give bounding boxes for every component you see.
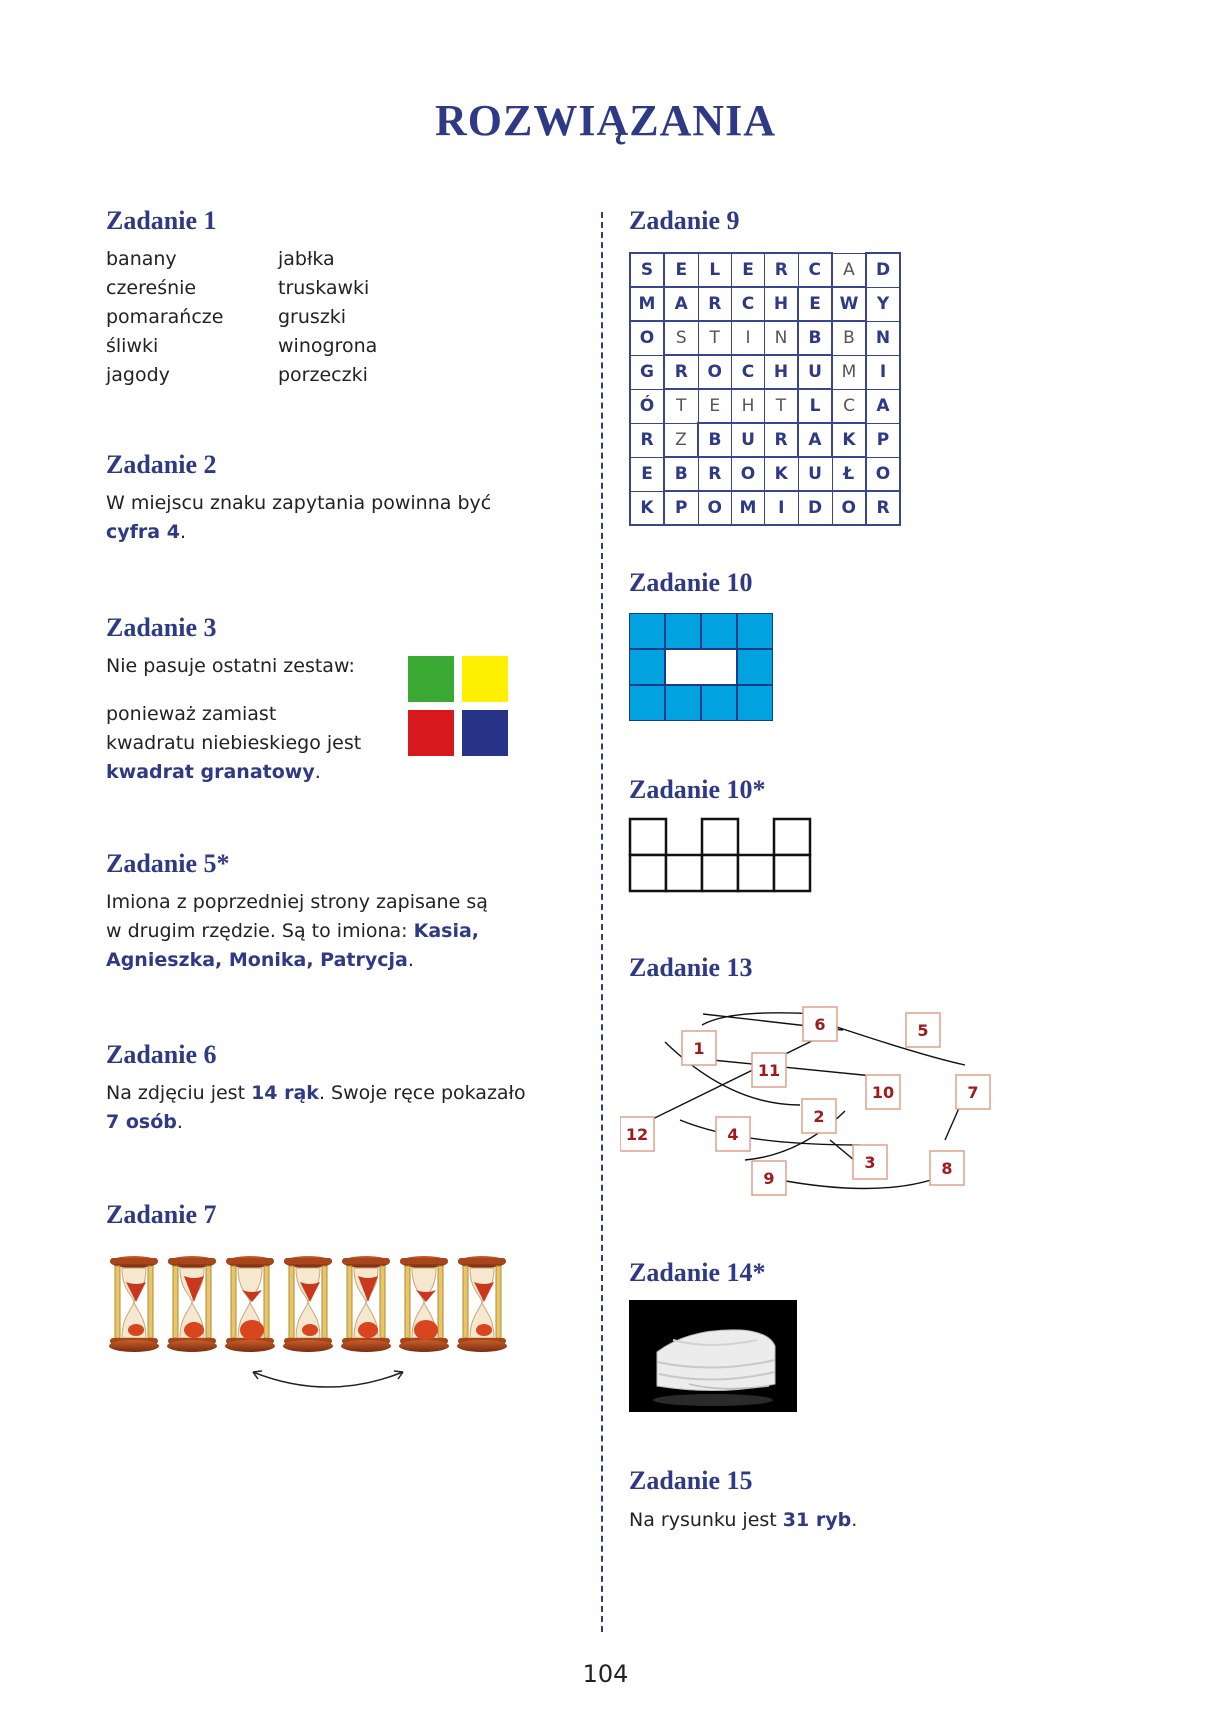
heading-zadanie-15: Zadanie 15: [629, 1466, 753, 1495]
number-label: 9: [763, 1169, 775, 1188]
grid-cell: H: [765, 287, 799, 321]
heading-zadanie-7: Zadanie 7: [106, 1200, 217, 1229]
color-squares: [408, 656, 512, 760]
grid-cell: G: [630, 355, 664, 389]
zadanie-3-text: ponieważ zamiast kwadratu niebieskiego jest kwadrat granatowy.: [106, 703, 362, 783]
grid-cell: Ó: [630, 389, 664, 423]
column-divider: [601, 212, 603, 1632]
yellow-square: [462, 656, 508, 702]
grid-cell: R: [698, 287, 732, 321]
word-search-grid: [629, 252, 901, 526]
grid-cell: R: [765, 253, 799, 287]
grid-cell: T: [698, 321, 732, 355]
castle-figure: [628, 817, 813, 894]
number-node: [620, 1117, 654, 1151]
heading-zadanie-6: Zadanie 6: [106, 1040, 217, 1069]
grid-cell: S: [664, 321, 698, 355]
grid-cell: E: [698, 389, 732, 423]
grid-cell: L: [698, 253, 732, 287]
grid-cell: O: [630, 321, 664, 355]
hourglass-sand-pile: [184, 1322, 204, 1338]
grid-cell: B: [798, 321, 832, 355]
grid-cell: U: [732, 423, 765, 457]
grid-cell: R: [866, 491, 900, 525]
blue-frame-figure: [629, 613, 773, 721]
grid-cell: A: [664, 287, 698, 321]
fruit-list-col2: [278, 245, 377, 390]
zadanie-5-text: Imiona z poprzedniej strony zapisane są w drugim rzędzie. Są to imiona: Kasia, Agnieszka, Monika, Patrycja.: [106, 891, 488, 971]
number-node: [682, 1031, 716, 1065]
grid-cell: Ł: [832, 457, 866, 491]
grid-cell: O: [832, 491, 866, 525]
grid-cell: H: [732, 389, 765, 423]
heading-zadanie-10-star: Zadanie 10*: [629, 775, 766, 804]
grid-cell: O: [866, 457, 900, 491]
blue-tile: [665, 685, 701, 721]
grid-cell: N: [765, 321, 799, 355]
grid-cell: A: [866, 389, 900, 423]
grid-cell: I: [732, 321, 765, 355]
hourglass-sand-pile: [302, 1324, 318, 1336]
grid-cell: O: [698, 355, 732, 389]
grid-cell: S: [630, 253, 664, 287]
grid-cell: O: [698, 491, 732, 525]
grid-cell: E: [732, 253, 765, 287]
grid-cell: M: [732, 491, 765, 525]
blue-tile: [629, 649, 665, 685]
grid-cell: C: [732, 287, 765, 321]
number-node: [906, 1013, 940, 1047]
hourglass-icon: [457, 1256, 507, 1352]
grid-cell: C: [798, 253, 832, 287]
zadanie-5-names: Agnieszka, Monika, Patrycja: [106, 949, 408, 971]
number-label: 12: [625, 1125, 649, 1144]
heading-zadanie-2: Zadanie 2: [106, 450, 217, 479]
fruit-item: pomarańcze: [106, 306, 224, 328]
grid-cell: A: [798, 423, 832, 457]
fruit-item: śliwki: [106, 335, 159, 357]
hourglass-icon: [109, 1256, 159, 1352]
hourglass-sand-pile: [240, 1320, 264, 1340]
fruit-item: banany: [106, 248, 177, 270]
grid-cell: R: [765, 423, 799, 457]
navy-square: [462, 710, 508, 756]
grid-cell: M: [630, 287, 664, 321]
grid-cell: E: [664, 253, 698, 287]
grid-cell: O: [732, 457, 765, 491]
page-number: 104: [582, 1660, 629, 1688]
zadanie-3-answer: kwadrat granatowy: [106, 761, 315, 783]
grid-cell: K: [832, 423, 866, 457]
folded-quilt-photo: [629, 1300, 797, 1412]
hourglass-sand-pile: [476, 1324, 492, 1336]
grid-cell: K: [630, 491, 664, 525]
blue-tile: [629, 613, 665, 649]
grid-cell: C: [732, 355, 765, 389]
blue-tile: [665, 613, 701, 649]
grid-cell: Y: [866, 287, 900, 321]
blue-tile: [629, 685, 665, 721]
number-node: [930, 1151, 964, 1185]
number-node: [716, 1117, 750, 1151]
heading-zadanie-5: Zadanie 5*: [106, 849, 230, 878]
blue-tile: [737, 685, 773, 721]
grid-cell: B: [832, 321, 866, 355]
heading-zadanie-10: Zadanie 10: [629, 568, 753, 597]
number-node: [803, 1007, 837, 1041]
hourglass-sand-pile: [128, 1324, 144, 1336]
number-node: [752, 1161, 786, 1195]
number-node: [752, 1053, 786, 1087]
frame-hole: [665, 649, 737, 685]
zadanie-2-line: W miejscu znaku zapytania powinna być: [106, 492, 492, 514]
grid-cell: T: [664, 389, 698, 423]
blue-tile: [701, 613, 737, 649]
grid-cell: H: [765, 355, 799, 389]
heading-zadanie-9: Zadanie 9: [629, 206, 740, 235]
grid-cell: D: [798, 491, 832, 525]
grid-cell: P: [866, 423, 900, 457]
grid-cell: D: [866, 253, 900, 287]
zadanie-15-answer: 31 ryb: [782, 1509, 852, 1531]
grid-cell: B: [698, 423, 732, 457]
number-label: 3: [864, 1153, 876, 1172]
grid-cell: M: [832, 355, 866, 389]
number-label: 10: [871, 1083, 895, 1102]
heading-zadanie-14: Zadanie 14*: [629, 1258, 766, 1287]
fruit-list-col1: [106, 245, 223, 390]
number-label: 4: [727, 1125, 739, 1144]
fruit-item: porzeczki: [278, 364, 368, 386]
grid-cell: R: [698, 457, 732, 491]
grid-cell: C: [832, 389, 866, 423]
fruit-item: truskawki: [278, 277, 370, 299]
grid-cell: P: [664, 491, 698, 525]
blue-tile: [737, 613, 773, 649]
grid-cell: N: [866, 321, 900, 355]
heading-zadanie-1: Zadanie 1: [106, 206, 217, 235]
grid-cell: E: [798, 287, 832, 321]
number-label: 2: [813, 1107, 825, 1126]
hourglass-icon: [283, 1256, 333, 1352]
number-label: 11: [757, 1061, 781, 1080]
zadanie-3-intro: Nie pasuje ostatni zestaw:: [106, 655, 355, 677]
number-node: [956, 1075, 990, 1109]
number-label: 8: [941, 1159, 953, 1178]
hourglasses: [108, 1252, 528, 1392]
zadanie-2-text: W miejscu znaku zapytania powinna być cyfra 4.: [106, 489, 491, 547]
grid-cell: E: [630, 457, 664, 491]
grid-cell: R: [630, 423, 664, 457]
fruit-item: jabłka: [278, 248, 335, 270]
green-square: [408, 656, 454, 702]
fruit-item: winogrona: [278, 335, 378, 357]
number-label: 6: [814, 1015, 826, 1034]
number-label: 5: [917, 1021, 929, 1040]
number-node: [802, 1099, 836, 1133]
page-title: ROZWIĄZANIA: [434, 96, 777, 145]
heading-zadanie-3: Zadanie 3: [106, 613, 217, 642]
grid-cell: I: [866, 355, 900, 389]
fruit-item: czereśnie: [106, 277, 197, 299]
grid-cell: T: [765, 389, 799, 423]
grid-cell: A: [832, 253, 866, 287]
heading-zadanie-13: Zadanie 13: [629, 953, 753, 982]
hourglass-sand-pile: [358, 1322, 378, 1338]
zadanie-15-text: Na rysunku jest 31 ryb.: [629, 1509, 858, 1531]
zadanie-2-answer: cyfra 4: [106, 521, 180, 543]
blue-tile: [701, 685, 737, 721]
hourglass-sand-pile: [414, 1320, 438, 1340]
red-square: [408, 710, 454, 756]
fruit-item: gruszki: [278, 306, 347, 328]
connect-numbers-diagram: [620, 995, 1020, 1215]
grid-cell: I: [765, 491, 799, 525]
grid-cell: Z: [664, 423, 698, 457]
grid-cell: U: [798, 355, 832, 389]
blue-tile: [737, 649, 773, 685]
grid-cell: U: [798, 457, 832, 491]
grid-cell: K: [765, 457, 799, 491]
fruit-item: jagody: [106, 364, 170, 386]
number-label: 7: [967, 1083, 979, 1102]
grid-cell: B: [664, 457, 698, 491]
zadanie-6-text: Na zdjęciu jest 14 rąk. Swoje ręce pokazało 7 osób.: [106, 1082, 526, 1133]
grid-cell: L: [798, 389, 832, 423]
number-node: [853, 1145, 887, 1179]
number-label: 1: [693, 1039, 705, 1058]
grid-cell: W: [832, 287, 866, 321]
number-node: [866, 1075, 900, 1109]
grid-cell: R: [664, 355, 698, 389]
